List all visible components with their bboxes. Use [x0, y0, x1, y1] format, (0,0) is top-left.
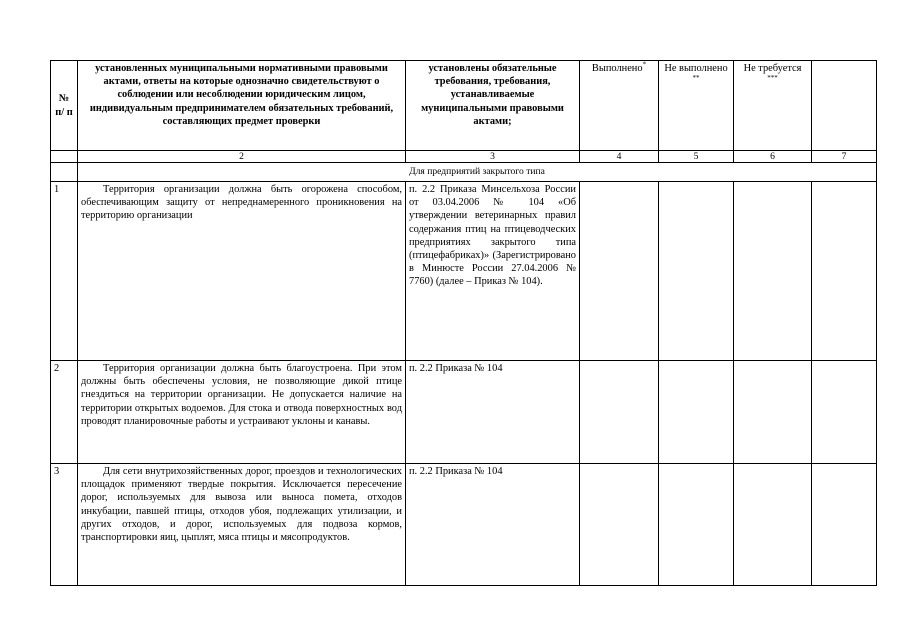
row-number: 3 — [51, 464, 78, 586]
checklist-table — [50, 60, 877, 586]
legal-reference: п. 2.2 Приказа № 104 — [406, 464, 580, 586]
column-number: 4 — [580, 151, 659, 163]
legal-reference: п. 2.2 Приказа Минсельхоза России от 03.04.2006 № 104 «Об утверждении ветеринарных правил содержания птиц на птицеводческих предприятиях закрытого типа (птицефабриках)» (Зарегистрировано в Минюсте России 27.04.2006 № 7760) (далее – Приказ № 104). — [406, 182, 580, 361]
header-done-mark: * — [642, 60, 647, 69]
column-number: 5 — [659, 151, 734, 163]
row-number: 2 — [51, 361, 78, 464]
header-not-done-mark: ** — [692, 74, 700, 83]
requirement-text: Территория организации должна быть огорожена способом, обеспечивающим защиту от непреднамеренного проникновения на территорию организации — [78, 182, 406, 361]
header-act-text: установленных муниципальными нормативными правовыми актами, ответы на которые однозначно свидетельствуют о соблюдении или несоблюдении юридическим лицом, индивидуальным предпринимателем обязательных требований, составляющих предмет проверки — [78, 61, 406, 151]
notes-cell[interactable] — [812, 182, 877, 361]
column-number: 2 — [78, 151, 406, 163]
header-requirements: установлены обязательные требования, требования, устанавливаемые муниципальными правовыми актами; — [406, 61, 580, 151]
header-done-label: Выполнено — [591, 63, 643, 74]
done-cell[interactable] — [580, 464, 659, 586]
section-title: Для предприятий закрытого типа — [78, 163, 877, 182]
header-not-done-label: Не выполнено — [664, 63, 728, 74]
header-empty — [812, 61, 877, 151]
not-done-cell[interactable] — [659, 361, 734, 464]
done-cell[interactable] — [580, 182, 659, 361]
row-number: 1 — [51, 182, 78, 361]
not-required-cell[interactable] — [734, 361, 812, 464]
legal-reference: п. 2.2 Приказа № 104 — [406, 361, 580, 464]
notes-cell[interactable] — [812, 361, 877, 464]
column-number: 7 — [812, 151, 877, 163]
table-row — [51, 182, 877, 361]
column-number: 6 — [734, 151, 812, 163]
notes-cell[interactable] — [812, 464, 877, 586]
not-required-cell[interactable] — [734, 464, 812, 586]
not-done-cell[interactable] — [659, 464, 734, 586]
header-not-required — [734, 61, 812, 151]
header-row — [51, 61, 877, 151]
not-required-cell[interactable] — [734, 182, 812, 361]
header-not-done — [659, 61, 734, 151]
column-number-empty — [51, 151, 78, 163]
header-num: № п/ п — [51, 61, 78, 151]
header-not-required-label: Не требуется — [743, 63, 802, 74]
done-cell[interactable] — [580, 361, 659, 464]
section-row — [51, 163, 877, 182]
column-number: 3 — [406, 151, 580, 163]
header-done — [580, 61, 659, 151]
not-done-cell[interactable] — [659, 182, 734, 361]
requirement-text: Территория организации должна быть благоустроена. При этом должны быть обеспечены условия, не позволяющие дикой птице гнездиться на территории организации. Не допускается наличие на территории открытых водоемов. Для стока и отвода поверхностных вод проводят планировочные работы и устраивают уклоны и канавы. — [78, 361, 406, 464]
table-row — [51, 361, 877, 464]
requirement-text: Для сети внутрихозяйственных дорог, проездов и технологических площадок применяют твердые покрытия. Исключается пересечение дорог, используемых для вывоза или выноса помета, отходов инкубации, павшей птицы, отходов убоя, подлежащих утилизации, и других отходов, и дорог, используемых для подвоза кормов, транспортировки яиц, цыплят, мяса птицы и мясопродуктов. — [78, 464, 406, 586]
section-empty — [51, 163, 78, 182]
header-not-required-mark: *** — [767, 74, 778, 83]
table-row — [51, 464, 877, 586]
column-number-row — [51, 151, 877, 163]
